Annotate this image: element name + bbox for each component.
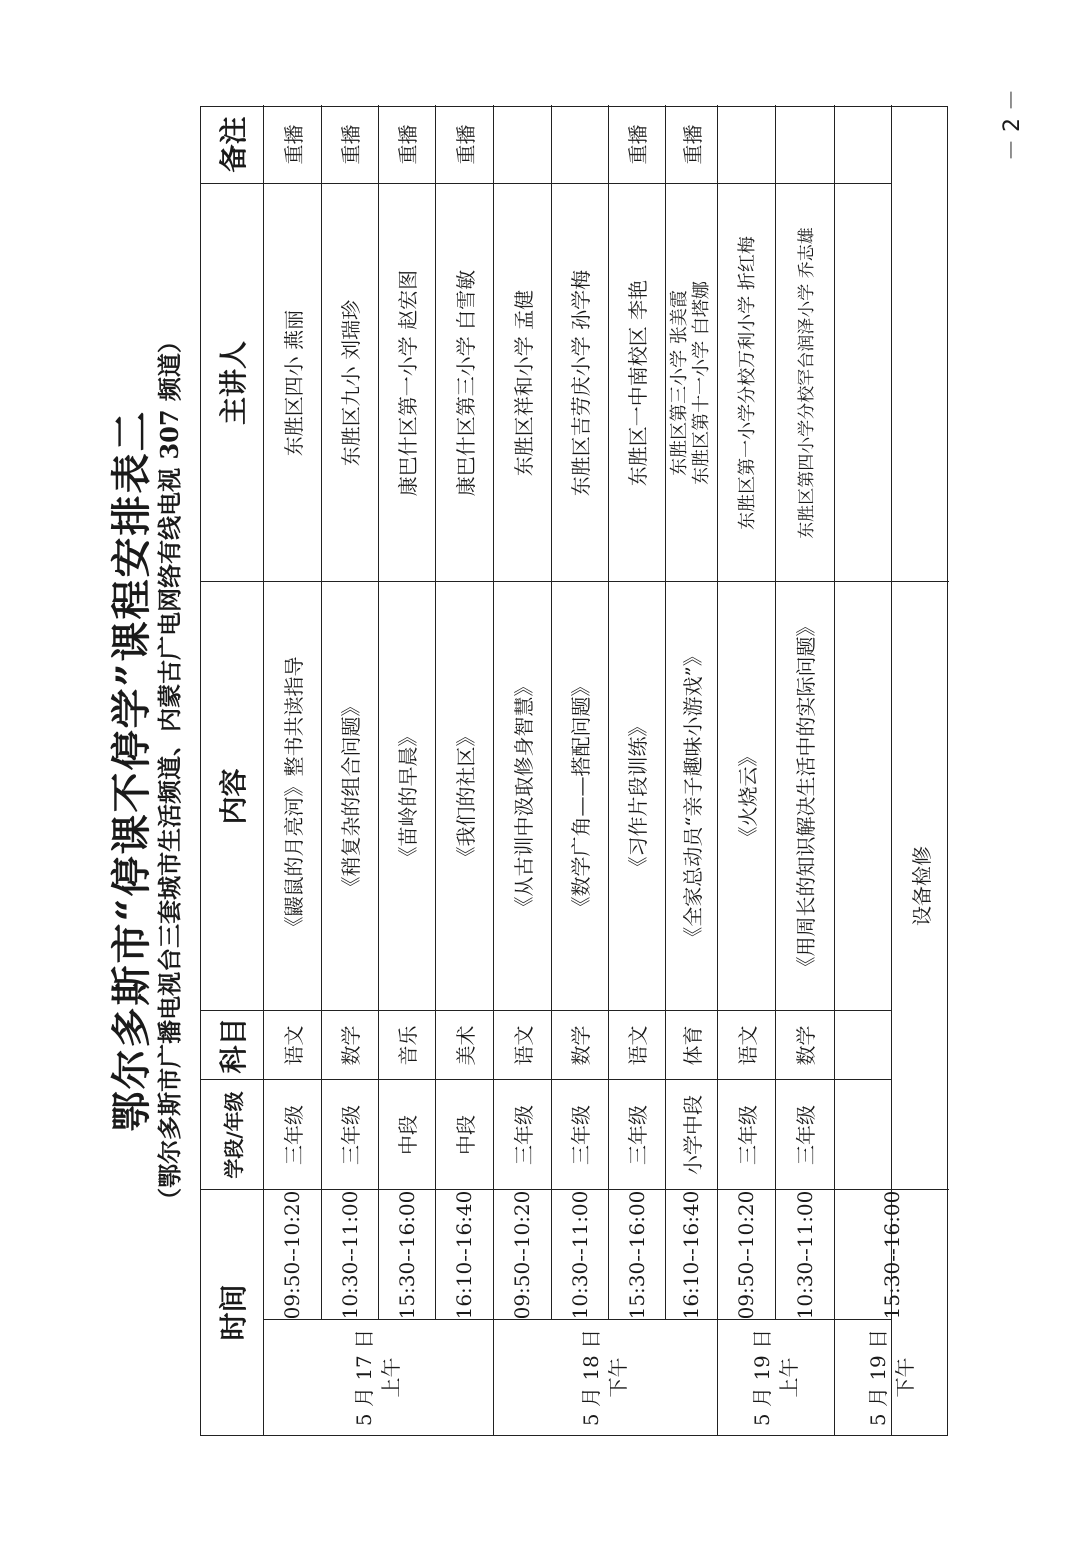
row-teacher: 东胜区第一小学分校万利小学 折红梅 bbox=[737, 236, 758, 530]
row-time: 10:30--11:00 bbox=[337, 1190, 362, 1320]
row-content: 《用周长的知识解决生活中的实际问题》 bbox=[794, 616, 818, 977]
row-teacher: 康巴什区第一小学 赵宏图 bbox=[396, 269, 420, 497]
row-subject: 语文 bbox=[735, 1025, 760, 1066]
row-grade: 中段 bbox=[396, 1115, 420, 1155]
row-grade: 三年级 bbox=[339, 1105, 363, 1165]
row-time: 15:30--16:00 bbox=[624, 1190, 649, 1320]
day-period: 上午 bbox=[379, 1357, 403, 1398]
row-grade: 三年级 bbox=[735, 1105, 760, 1165]
row-subject: 数学 bbox=[339, 1025, 363, 1066]
day-cell bbox=[834, 1320, 949, 1435]
header-time: 时间 bbox=[217, 1284, 250, 1341]
row-grade: 三年级 bbox=[626, 1105, 650, 1165]
row-note: 重播 bbox=[339, 124, 363, 165]
row-content: 《全家总动员“亲子趣味小游戏”》 bbox=[680, 646, 705, 947]
row-teacher: 东胜区第四小学分校罕台润泽小学 乔志雄 bbox=[797, 227, 817, 539]
day-period: 下午 bbox=[606, 1357, 630, 1398]
row-note: 重播 bbox=[453, 124, 478, 165]
header-grade: 学段/年级 bbox=[221, 1091, 246, 1179]
row-note bbox=[775, 105, 834, 184]
row-content: 《习作片段训练》 bbox=[626, 716, 650, 877]
row-subject: 美术 bbox=[453, 1025, 478, 1066]
row-teacher: 东胜区九小 刘瑞珍 bbox=[339, 299, 363, 467]
row-content: 《苗岭的早晨》 bbox=[396, 726, 420, 867]
row-content: 《稍复杂的组合问题》 bbox=[339, 696, 363, 897]
row-note: 重播 bbox=[626, 124, 650, 165]
row-note: 重播 bbox=[281, 124, 306, 165]
row-note: 重播 bbox=[396, 124, 420, 165]
teacher-line: 东胜区第三小学 张美霞 bbox=[668, 290, 690, 476]
row-note bbox=[493, 105, 551, 184]
page-subtitle: （鄂尔多斯市广播电视台三套城市生活频道、内蒙古广电网络有线电视 307 频道） bbox=[155, 329, 184, 1212]
row-note: 重播 bbox=[680, 124, 705, 165]
row-subject: 数学 bbox=[569, 1025, 593, 1066]
day-date: 5 月 19 日 bbox=[749, 1328, 774, 1427]
row-teacher: 东胜区祥和小学 孟健 bbox=[511, 289, 536, 477]
row-content: 《数学广角——搭配问题》 bbox=[569, 676, 593, 917]
row-time: 16:10--16:40 bbox=[452, 1190, 476, 1320]
row-teacher: 康巴什区第三小学 白雪敏 bbox=[453, 269, 478, 497]
day-period: 下午 bbox=[892, 1357, 917, 1398]
row-note bbox=[717, 105, 775, 184]
row-content: 《火烧云》 bbox=[735, 746, 760, 847]
schedule-table bbox=[200, 106, 948, 1436]
row-time: 10:30--11:00 bbox=[567, 1190, 592, 1320]
row-teacher: 东胜区四小 燕丽 bbox=[281, 309, 306, 457]
row-subject: 语文 bbox=[511, 1025, 536, 1066]
row-teacher: 东胜区吉劳庆小学 孙学梅 bbox=[569, 269, 593, 497]
row-content: 《我们的社区》 bbox=[453, 726, 478, 867]
header-content: 内容 bbox=[217, 768, 250, 825]
day-period: 上午 bbox=[776, 1357, 801, 1398]
row-grade: 三年级 bbox=[794, 1105, 818, 1165]
row-grade: 小学中段 bbox=[680, 1095, 705, 1175]
header-subject: 科目 bbox=[217, 1017, 250, 1074]
row-time: 09:50--10:20 bbox=[280, 1190, 304, 1320]
page-title: 鄂尔多斯市“停课不停学”课程安排表二 bbox=[108, 409, 155, 1132]
row-teacher bbox=[665, 184, 717, 582]
teacher-line: 东胜区第十一小学 白塔娜 bbox=[691, 281, 712, 485]
page-number: － 2 － bbox=[1000, 89, 1025, 161]
row-time: 15:30--16:00 bbox=[394, 1190, 419, 1320]
row-grade: 中段 bbox=[453, 1115, 478, 1155]
day-date: 5 月 17 日 bbox=[352, 1328, 376, 1427]
row-note bbox=[551, 105, 608, 184]
row-subject: 体育 bbox=[680, 1025, 705, 1066]
maintenance-content: 设备检修 bbox=[909, 846, 934, 926]
row-teacher: 东胜区一中南校区 李艳 bbox=[626, 279, 650, 487]
row-subject: 音乐 bbox=[396, 1025, 420, 1066]
row-time: 10:30--11:00 bbox=[792, 1190, 817, 1320]
row-grade: 三年级 bbox=[281, 1105, 306, 1165]
row-time: 16:10--16:40 bbox=[679, 1190, 703, 1320]
row-time: 15:30--16:00 bbox=[879, 1190, 904, 1320]
row-subject: 语文 bbox=[626, 1025, 650, 1066]
row-subject: 数学 bbox=[794, 1025, 818, 1066]
row-time: 09:50--10:20 bbox=[734, 1190, 758, 1320]
header-teacher: 主讲人 bbox=[217, 341, 250, 426]
row-grade: 三年级 bbox=[569, 1105, 593, 1165]
day-date: 5 月 18 日 bbox=[579, 1328, 603, 1427]
day-cell bbox=[263, 1320, 493, 1435]
row-subject: 语文 bbox=[281, 1025, 306, 1066]
row-content: 《鼹鼠的月亮河》整书共读指导 bbox=[281, 656, 306, 937]
day-cell bbox=[717, 1320, 834, 1435]
header-note: 备注 bbox=[217, 116, 250, 173]
day-cell bbox=[493, 1320, 717, 1435]
row-time: 09:50--10:20 bbox=[510, 1190, 534, 1320]
row-content: 《从古训中汲取修身智慧》 bbox=[511, 676, 536, 917]
day-date: 5 月 19 日 bbox=[865, 1328, 890, 1427]
row-grade: 三年级 bbox=[511, 1105, 536, 1165]
